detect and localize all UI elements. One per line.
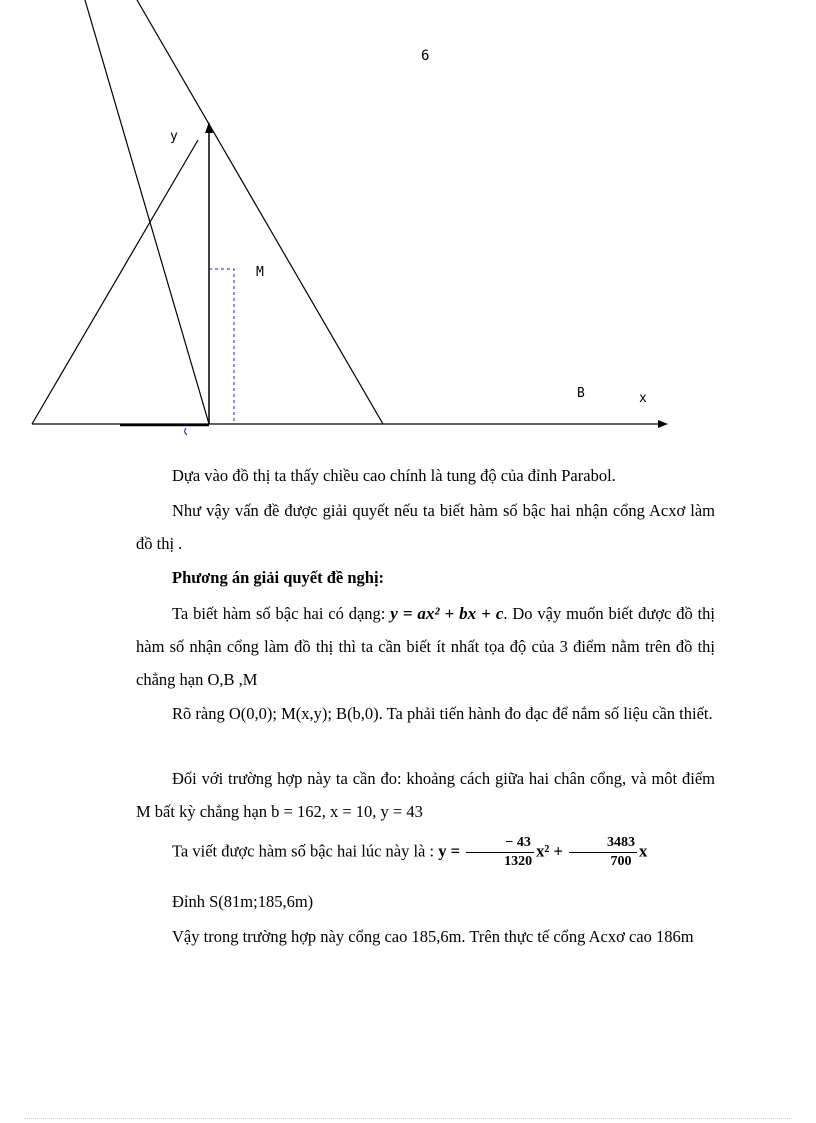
p4-text-after: . Do vậy muốn biết được đồ thị hàm số nhận cổng làm đồ thị thì ta cần biết ít nhất tọa độ của 3 điểm nằm trên đồ thị chẳng hạn O,B ,M bbox=[136, 604, 716, 689]
point-m-label: M bbox=[256, 265, 264, 280]
p4-text-before: Ta biết hàm số bậc hai có dạng: bbox=[172, 604, 391, 623]
footer-divider bbox=[24, 1118, 792, 1119]
quadratic-formula: y = ax² + bx + c bbox=[390, 604, 504, 623]
eq-middle: x² + bbox=[536, 841, 567, 861]
fraction-1-denominator: 1320 bbox=[504, 854, 533, 869]
x-axis-arrow bbox=[658, 420, 668, 428]
fraction-2 bbox=[569, 834, 637, 871]
m-projection-dashed bbox=[209, 269, 234, 424]
paragraph-9: Vậy trong trường hợp này cổng cao 185,6m. Trên thực tế cổng Acxơ cao 186m bbox=[172, 927, 694, 946]
fraction-1 bbox=[466, 834, 534, 871]
paragraph-5: Rõ ràng O(0,0); M(x,y); B(b,0). Ta phải tiến hành đo đạc để nắm số liệu cần thiết. bbox=[172, 704, 713, 723]
solution-heading: Phương án giải quyết đề nghị: bbox=[172, 568, 385, 587]
paragraph-heading bbox=[136, 561, 715, 594]
left-slanted-line bbox=[85, 0, 209, 424]
fraction-1-numerator: − 43 bbox=[466, 834, 534, 853]
y-axis-label: y bbox=[170, 129, 178, 144]
y-axis-arrow bbox=[205, 122, 213, 133]
right-slanted-line bbox=[137, 0, 383, 424]
x-axis-label: x bbox=[639, 391, 647, 406]
paragraph-8: Đỉnh S(81m;185,6m) bbox=[172, 892, 314, 911]
parabola-figure bbox=[0, 0, 816, 440]
paragraph-7 bbox=[136, 834, 715, 871]
eq-y: y = bbox=[438, 841, 465, 861]
paragraph-2: Như vậy vấn đề được giải quyết nếu ta biết hàm số bậc hai nhận cổng Acxơ làm đồ thị . bbox=[136, 501, 715, 553]
paragraph-1: Dựa vào đồ thị ta thấy chiều cao chính là tung độ của đỉnh Parabol. bbox=[172, 466, 616, 485]
fraction-2-denominator: 700 bbox=[610, 854, 632, 869]
page-number: 6 bbox=[421, 48, 430, 64]
fraction-2-numerator: 3483 bbox=[569, 834, 637, 853]
left-leg-line bbox=[32, 140, 198, 424]
point-b-label: B bbox=[577, 386, 585, 401]
paragraph-6: Đối với trường hợp này ta cần đo: khoảng cách giữa hai chân cổng, và môt điểm M bất kỳ chẳng hạn b = 162, x = 10, y = 43 bbox=[136, 769, 715, 821]
paragraph-4 bbox=[136, 597, 715, 696]
origin-arc bbox=[185, 428, 187, 435]
p7-text-before: Ta viết được hàm số bậc hai lúc này là : bbox=[172, 841, 439, 861]
eq-end: x bbox=[638, 841, 648, 861]
